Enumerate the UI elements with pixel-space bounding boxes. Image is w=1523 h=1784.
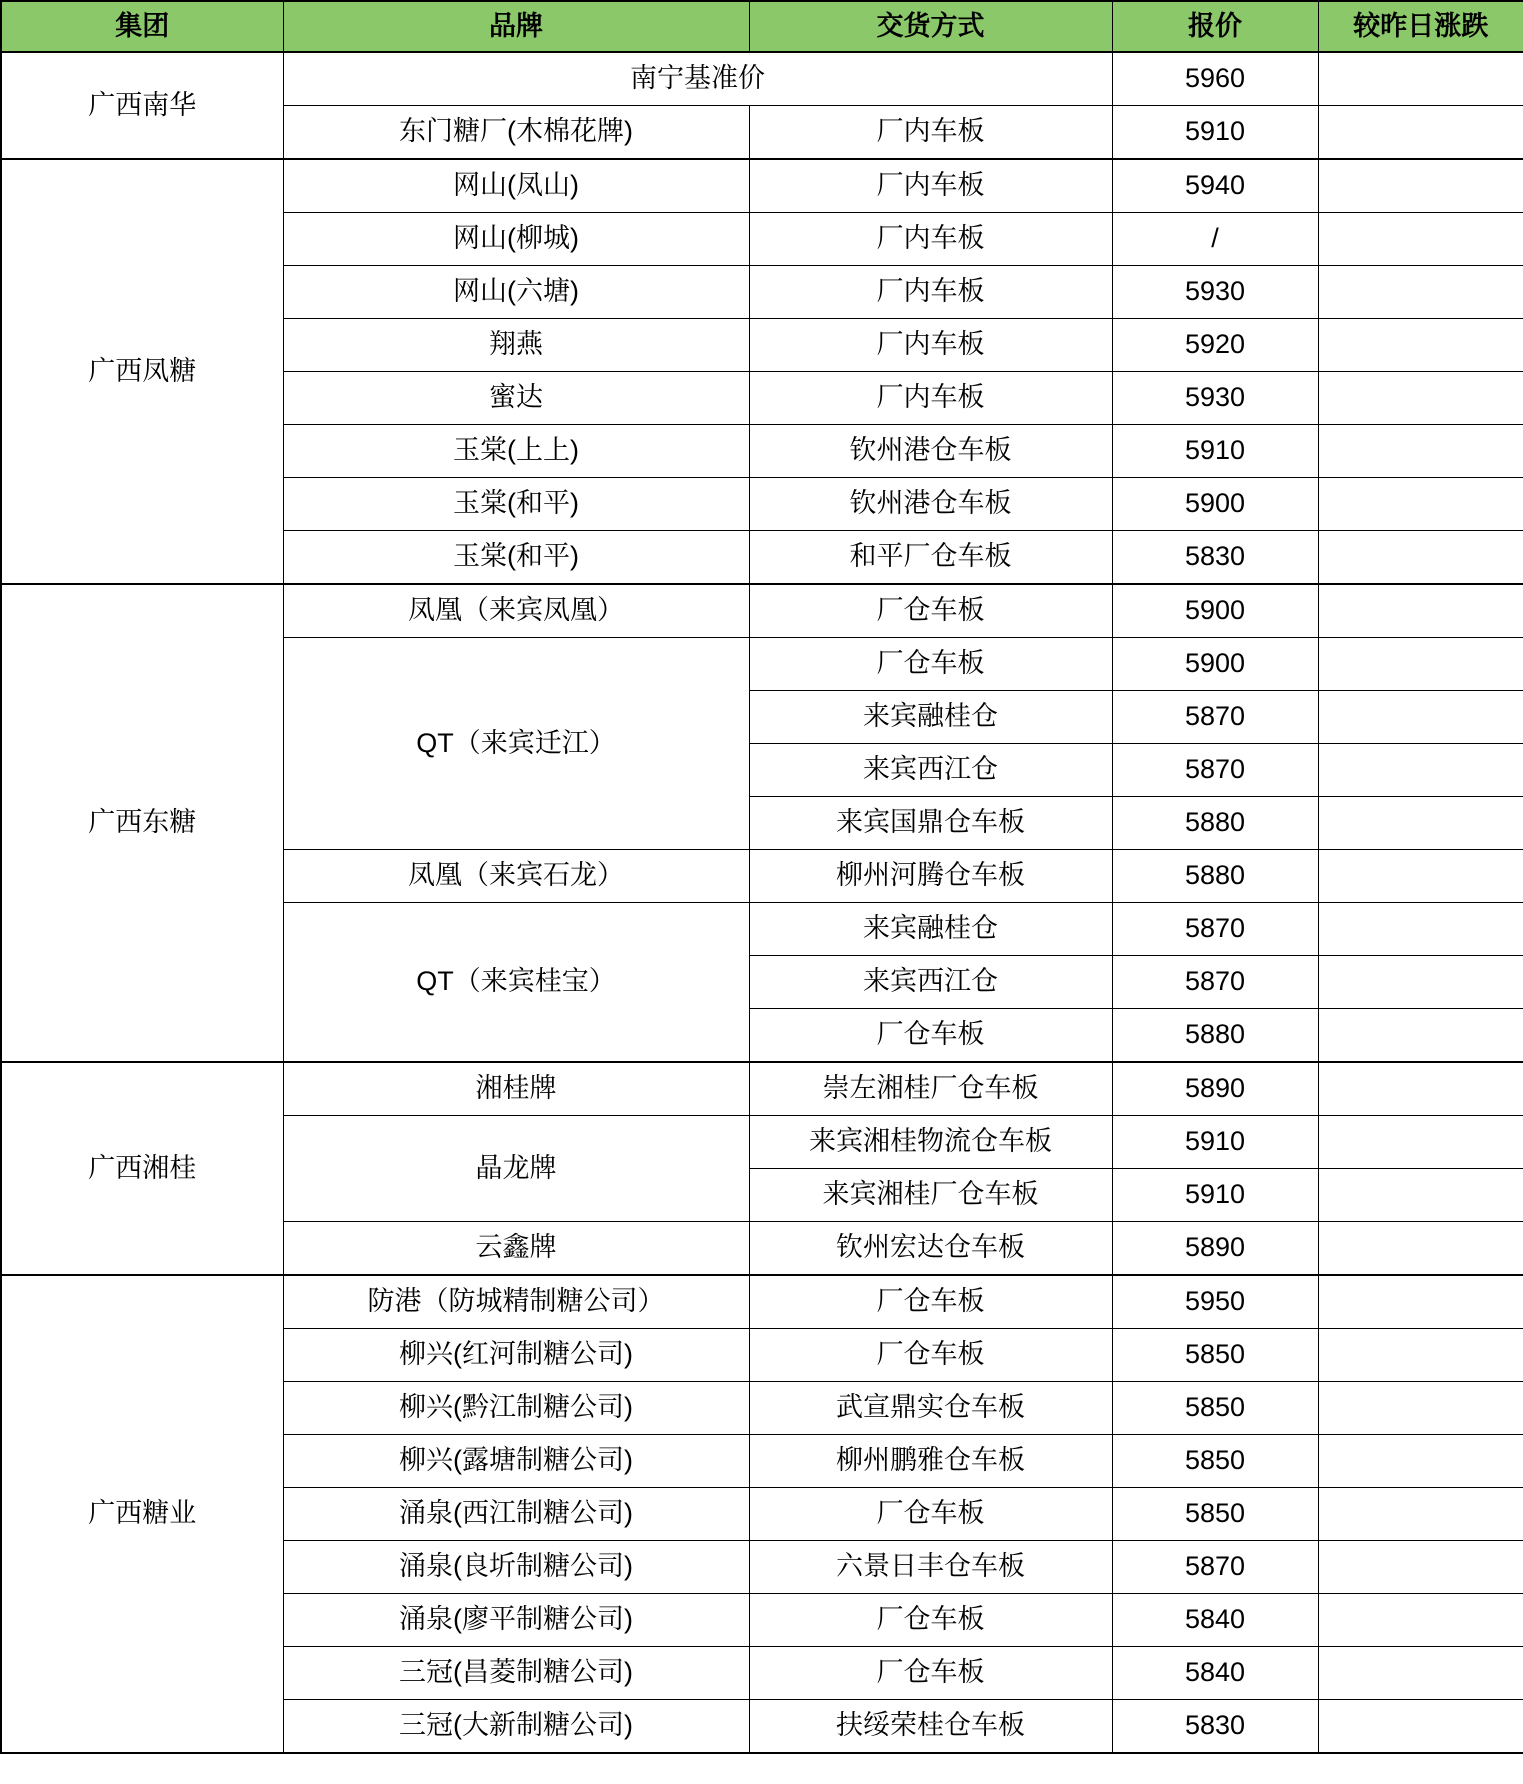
brand-cell: 玉棠(和平) — [283, 478, 749, 531]
group-cell: 广西东糖 — [1, 584, 283, 1062]
brand-cell: 三冠(昌菱制糖公司) — [283, 1647, 749, 1700]
delivery-cell: 厂仓车板 — [749, 1488, 1112, 1541]
price-cell: 5850 — [1112, 1435, 1318, 1488]
brand-cell: 网山(六塘) — [283, 266, 749, 319]
price-cell: 5950 — [1112, 1275, 1318, 1329]
change-cell — [1318, 1435, 1523, 1488]
delivery-cell: 来宾湘桂厂仓车板 — [749, 1169, 1112, 1222]
price-cell: 5920 — [1112, 319, 1318, 372]
delivery-cell: 厂内车板 — [749, 266, 1112, 319]
price-cell: 5870 — [1112, 956, 1318, 1009]
table-row — [1, 52, 1523, 106]
delivery-cell: 崇左湘桂厂仓车板 — [749, 1062, 1112, 1116]
delivery-cell: 钦州宏达仓车板 — [749, 1222, 1112, 1276]
delivery-cell: 来宾国鼎仓车板 — [749, 797, 1112, 850]
header-group: 集团 — [1, 1, 283, 52]
delivery-cell: 厂内车板 — [749, 106, 1112, 160]
brand-cell: 柳兴(露塘制糖公司) — [283, 1435, 749, 1488]
price-cell: 5870 — [1112, 691, 1318, 744]
price-cell: 5850 — [1112, 1382, 1318, 1435]
header-change: 较昨日涨跌 — [1318, 1, 1523, 52]
brand-cell: 凤凰（来宾石龙） — [283, 850, 749, 903]
price-cell: 5850 — [1112, 1329, 1318, 1382]
delivery-cell: 来宾湘桂物流仓车板 — [749, 1116, 1112, 1169]
delivery-cell: 厂仓车板 — [749, 1647, 1112, 1700]
price-cell: 5870 — [1112, 744, 1318, 797]
price-cell: 5880 — [1112, 1009, 1318, 1063]
price-cell: 5870 — [1112, 903, 1318, 956]
brand-cell: QT（来宾桂宝） — [283, 903, 749, 1063]
group-cell: 广西南华 — [1, 52, 283, 159]
price-cell: 5870 — [1112, 1541, 1318, 1594]
delivery-cell: 柳州鹏雅仓车板 — [749, 1435, 1112, 1488]
price-cell: 5910 — [1112, 1116, 1318, 1169]
header-delivery: 交货方式 — [749, 1, 1112, 52]
price-cell: 5890 — [1112, 1222, 1318, 1276]
change-cell — [1318, 478, 1523, 531]
change-cell — [1318, 584, 1523, 638]
change-cell — [1318, 1647, 1523, 1700]
delivery-cell: 厂仓车板 — [749, 584, 1112, 638]
delivery-cell: 厂仓车板 — [749, 1329, 1112, 1382]
change-cell — [1318, 744, 1523, 797]
delivery-cell: 钦州港仓车板 — [749, 478, 1112, 531]
price-cell: 5850 — [1112, 1488, 1318, 1541]
header-brand: 品牌 — [283, 1, 749, 52]
delivery-cell: 钦州港仓车板 — [749, 425, 1112, 478]
table-row — [1, 1062, 1523, 1116]
brand-cell: QT（来宾迁江） — [283, 638, 749, 850]
brand-cell: 东门糖厂(木棉花牌) — [283, 106, 749, 160]
brand-cell: 蜜达 — [283, 372, 749, 425]
change-cell — [1318, 797, 1523, 850]
delivery-cell: 来宾西江仓 — [749, 956, 1112, 1009]
price-cell: 5930 — [1112, 372, 1318, 425]
change-cell — [1318, 1541, 1523, 1594]
price-cell: 5930 — [1112, 266, 1318, 319]
delivery-cell: 厂内车板 — [749, 213, 1112, 266]
change-cell — [1318, 319, 1523, 372]
price-cell: / — [1112, 213, 1318, 266]
brand-cell: 南宁基准价 — [283, 52, 1112, 106]
change-cell — [1318, 52, 1523, 106]
delivery-cell: 厂仓车板 — [749, 1275, 1112, 1329]
group-cell: 广西凤糖 — [1, 159, 283, 584]
brand-cell: 晶龙牌 — [283, 1116, 749, 1222]
brand-cell: 翔燕 — [283, 319, 749, 372]
price-cell: 5960 — [1112, 52, 1318, 106]
price-cell: 5940 — [1112, 159, 1318, 213]
group-cell: 广西湘桂 — [1, 1062, 283, 1275]
change-cell — [1318, 1169, 1523, 1222]
delivery-cell: 厂仓车板 — [749, 1009, 1112, 1063]
change-cell — [1318, 425, 1523, 478]
change-cell — [1318, 213, 1523, 266]
delivery-cell: 厂内车板 — [749, 372, 1112, 425]
change-cell — [1318, 1382, 1523, 1435]
brand-cell: 网山(凤山) — [283, 159, 749, 213]
price-cell: 5880 — [1112, 797, 1318, 850]
price-cell: 5910 — [1112, 1169, 1318, 1222]
brand-cell: 网山(柳城) — [283, 213, 749, 266]
table-row — [1, 159, 1523, 213]
brand-cell: 三冠(大新制糖公司) — [283, 1700, 749, 1754]
delivery-cell: 武宣鼎实仓车板 — [749, 1382, 1112, 1435]
price-cell: 5840 — [1112, 1647, 1318, 1700]
brand-cell: 凤凰（来宾凤凰） — [283, 584, 749, 638]
price-cell: 5830 — [1112, 1700, 1318, 1754]
delivery-cell: 厂仓车板 — [749, 1594, 1112, 1647]
price-cell: 5840 — [1112, 1594, 1318, 1647]
delivery-cell: 厂内车板 — [749, 159, 1112, 213]
change-cell — [1318, 266, 1523, 319]
delivery-cell: 和平厂仓车板 — [749, 531, 1112, 585]
price-cell: 5910 — [1112, 106, 1318, 160]
change-cell — [1318, 691, 1523, 744]
delivery-cell: 六景日丰仓车板 — [749, 1541, 1112, 1594]
price-cell: 5910 — [1112, 425, 1318, 478]
change-cell — [1318, 1488, 1523, 1541]
change-cell — [1318, 1116, 1523, 1169]
header-row — [1, 1, 1523, 52]
brand-cell: 涌泉(廖平制糖公司) — [283, 1594, 749, 1647]
delivery-cell: 来宾融桂仓 — [749, 903, 1112, 956]
table-row — [1, 1275, 1523, 1329]
change-cell — [1318, 531, 1523, 585]
delivery-cell: 厂仓车板 — [749, 638, 1112, 691]
brand-cell: 玉棠(上上) — [283, 425, 749, 478]
change-cell — [1318, 1700, 1523, 1754]
brand-cell: 涌泉(西江制糖公司) — [283, 1488, 749, 1541]
change-cell — [1318, 903, 1523, 956]
price-cell: 5900 — [1112, 478, 1318, 531]
price-cell: 5880 — [1112, 850, 1318, 903]
change-cell — [1318, 1222, 1523, 1276]
brand-cell: 涌泉(良圻制糖公司) — [283, 1541, 749, 1594]
change-cell — [1318, 956, 1523, 1009]
brand-cell: 柳兴(红河制糖公司) — [283, 1329, 749, 1382]
change-cell — [1318, 106, 1523, 160]
change-cell — [1318, 850, 1523, 903]
change-cell — [1318, 638, 1523, 691]
delivery-cell: 来宾融桂仓 — [749, 691, 1112, 744]
brand-cell: 湘桂牌 — [283, 1062, 749, 1116]
delivery-cell: 厂内车板 — [749, 319, 1112, 372]
group-cell: 广西糖业 — [1, 1275, 283, 1753]
delivery-cell: 扶绥荣桂仓车板 — [749, 1700, 1112, 1754]
change-cell — [1318, 1329, 1523, 1382]
brand-cell: 云鑫牌 — [283, 1222, 749, 1276]
delivery-cell: 柳州河腾仓车板 — [749, 850, 1112, 903]
price-cell: 5830 — [1112, 531, 1318, 585]
table-row — [1, 584, 1523, 638]
price-cell: 5890 — [1112, 1062, 1318, 1116]
delivery-cell: 来宾西江仓 — [749, 744, 1112, 797]
change-cell — [1318, 159, 1523, 213]
brand-cell: 玉棠(和平) — [283, 531, 749, 585]
change-cell — [1318, 1009, 1523, 1063]
change-cell — [1318, 1275, 1523, 1329]
change-cell — [1318, 1062, 1523, 1116]
brand-cell: 柳兴(黔江制糖公司) — [283, 1382, 749, 1435]
brand-cell: 防港（防城精制糖公司） — [283, 1275, 749, 1329]
change-cell — [1318, 1594, 1523, 1647]
header-price: 报价 — [1112, 1, 1318, 52]
price-cell: 5900 — [1112, 584, 1318, 638]
price-cell: 5900 — [1112, 638, 1318, 691]
change-cell — [1318, 372, 1523, 425]
